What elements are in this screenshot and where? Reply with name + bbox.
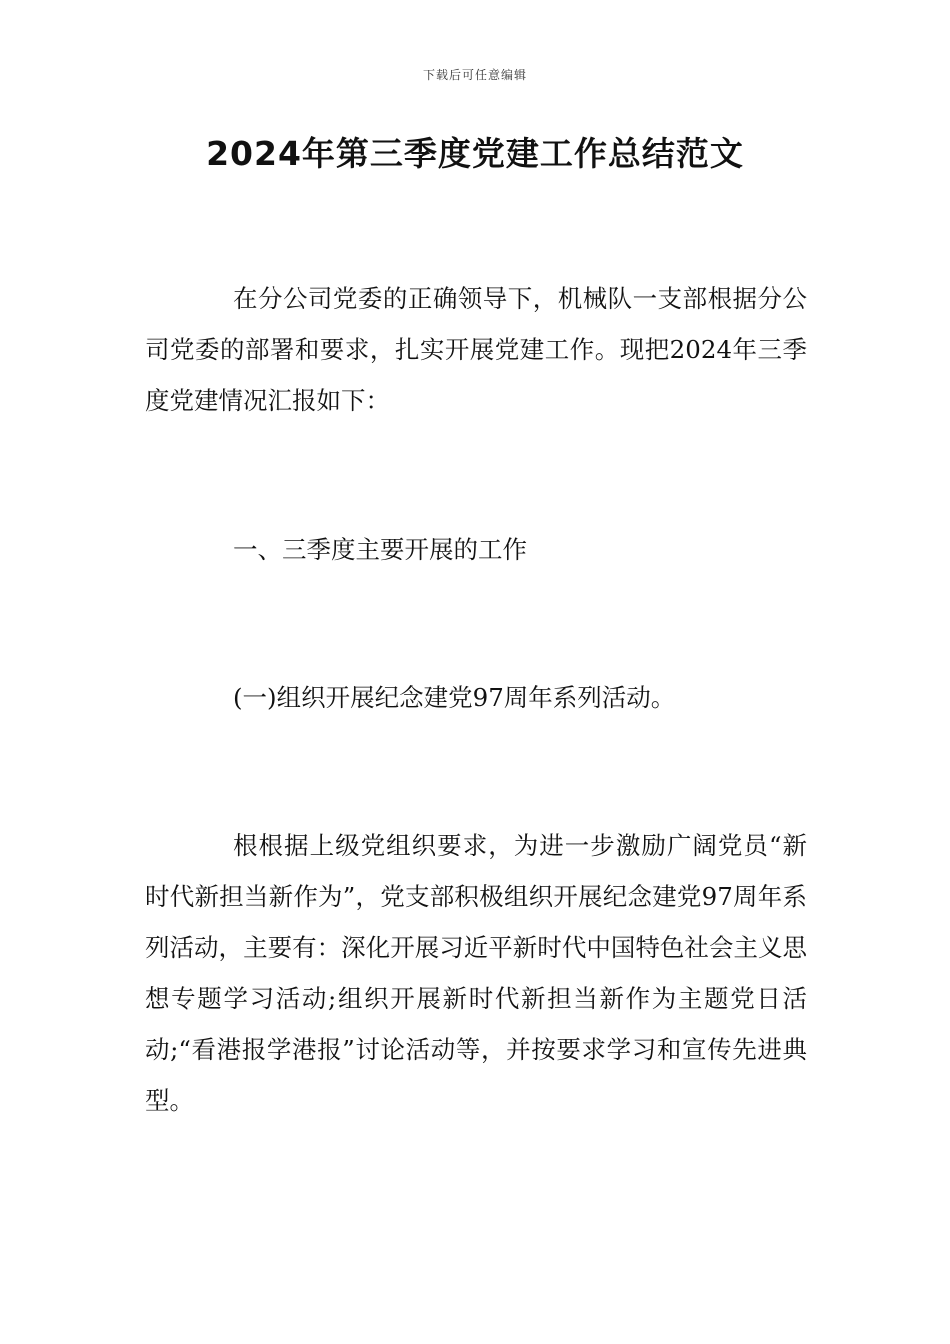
header-note: 下载后可任意编辑 <box>422 68 527 82</box>
page-title: 2024年第三季度党建工作总结范文 <box>206 134 744 173</box>
section-heading: 一、三季度主要开展的工作 <box>233 535 527 564</box>
body-paragraph: 根根据上级党组织要求，为进一步激励广阔党员“新时代新担当新作为”，党支部积极组织开展纪念建党97周年系列活动，主要有：深化开展习近平新时代中国特色社会主义思想专题学习活动;组织开展新时代新担当新作为主题党日活动;“看港报学港报”讨论活动等，并按要求学习和宣传先进典型。 <box>145 831 807 1115</box>
intro-paragraph: 在分公司党委的正确领导下，机械队一支部根据分公司党委的部署和要求，扎实开展党建工作。现把2024年三季度党建情况汇报如下： <box>145 284 807 415</box>
subsection-heading: (一)组织开展纪念建党97周年系列活动。 <box>233 683 676 712</box>
